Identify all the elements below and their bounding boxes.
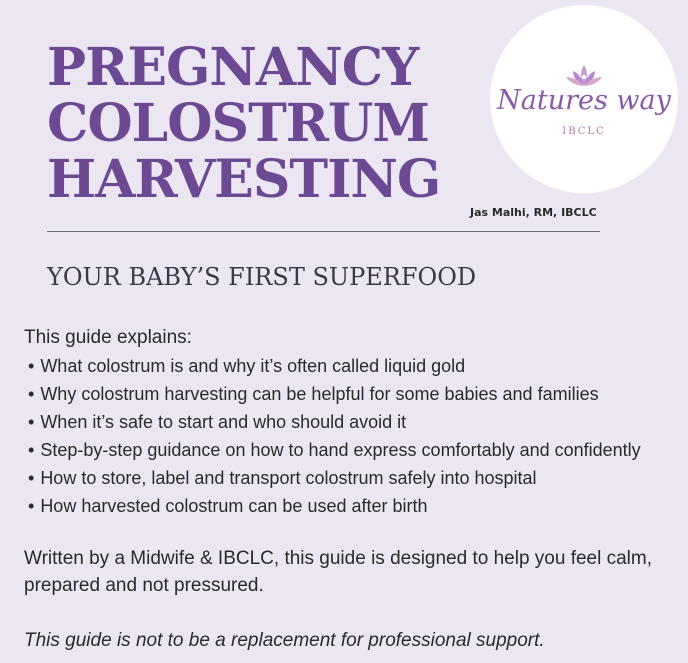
list-item xyxy=(28,494,641,522)
title-line-3: HARVESTING xyxy=(47,149,441,210)
guide-topics-list xyxy=(28,354,641,522)
title-line-1: PREGNANCY xyxy=(47,37,419,98)
bullet-dot: • xyxy=(28,412,35,432)
list-item xyxy=(28,354,641,382)
list-item xyxy=(28,466,641,494)
list-item xyxy=(28,382,641,410)
bullet-dot: • xyxy=(28,496,35,516)
logo-name: Natures way xyxy=(497,85,671,116)
header-divider xyxy=(47,231,600,232)
natures-way-logo xyxy=(490,5,678,193)
list-item-text: Why colostrum harvesting can be helpful for some babies and families xyxy=(40,384,599,404)
bullet-dot: • xyxy=(28,440,35,460)
bullet-dot: • xyxy=(28,356,35,376)
page-title xyxy=(47,37,487,210)
list-item xyxy=(28,438,641,466)
logo-subtitle: IBCLC xyxy=(562,126,606,137)
bullet-dot: • xyxy=(28,468,35,488)
bullet-dot: • xyxy=(28,384,35,404)
page-subtitle: YOUR BABY’S FIRST SUPERFOOD xyxy=(47,263,477,291)
disclaimer-text: This guide is not to be a replacement for professional support. xyxy=(24,630,545,651)
guide-intro: This guide explains: xyxy=(24,327,192,348)
list-item-text: How to store, label and transport colostrum safely into hospital xyxy=(40,468,537,488)
author-statement: Written by a Midwife & IBCLC, this guide is designed to help you feel calm, prepared and not pressured. xyxy=(24,548,653,596)
title-line-2: COLOSTRUM xyxy=(47,93,429,154)
list-item-text: Step-by-step guidance on how to hand express comfortably and confidently xyxy=(40,440,641,460)
author-credit: Jas Malhi, RM, IBCLC xyxy=(470,206,597,219)
list-item-text: When it’s safe to start and who should avoid it xyxy=(40,412,407,432)
list-item-text: How harvested colostrum can be used after birth xyxy=(40,496,428,516)
list-item xyxy=(28,410,641,438)
list-item-text: What colostrum is and why it’s often called liquid gold xyxy=(40,356,466,376)
